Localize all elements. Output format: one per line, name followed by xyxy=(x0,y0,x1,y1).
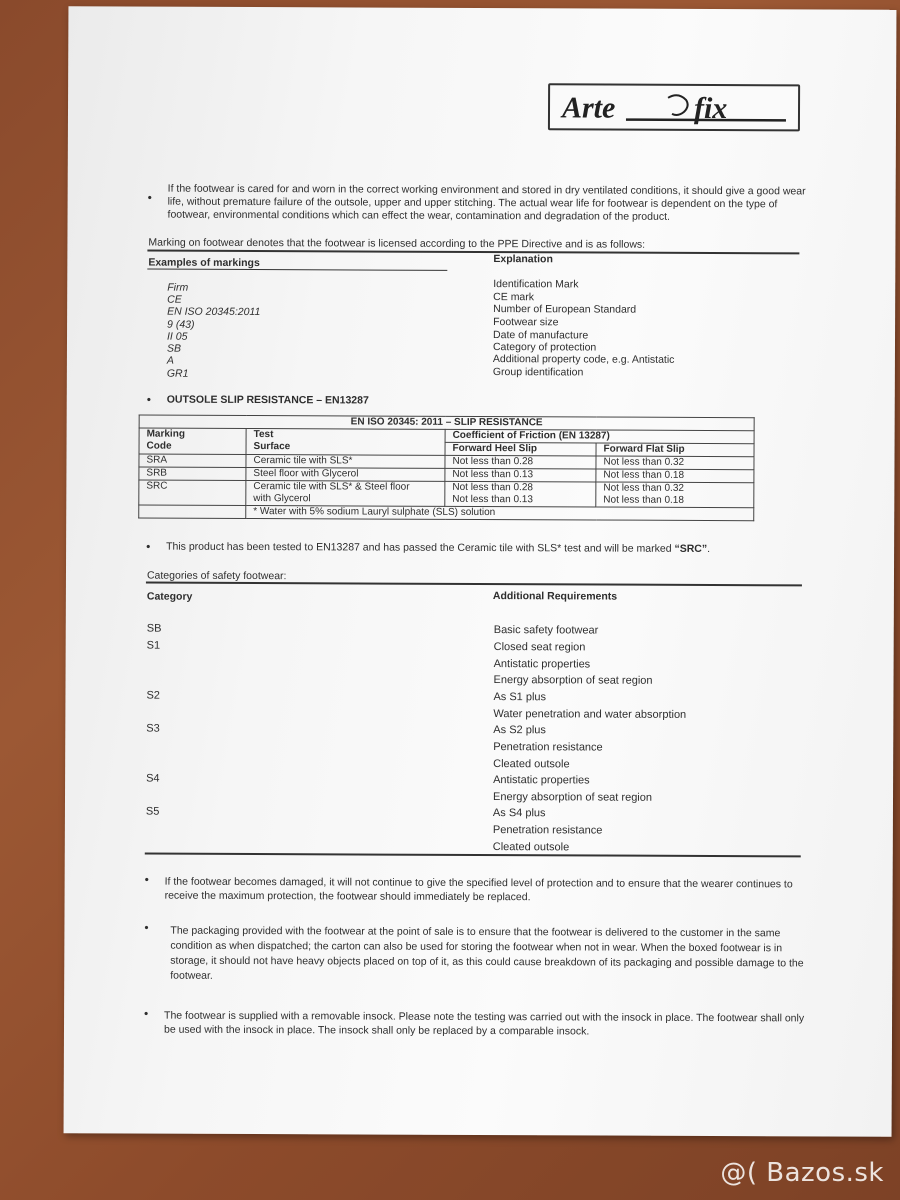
divider xyxy=(147,269,447,271)
document-page xyxy=(64,6,897,1137)
row-code: SRA xyxy=(139,454,246,467)
category-requirement: Cleated outsole xyxy=(493,758,570,771)
divider xyxy=(145,853,801,858)
category-code: SB xyxy=(146,622,162,635)
category-requirement: Water penetration and water absorption xyxy=(493,708,687,721)
category-code: S2 xyxy=(146,689,160,702)
row-surface xyxy=(246,480,445,506)
row-heel-line: Not less than 0.13 xyxy=(452,493,533,506)
category-requirement: Closed seat region xyxy=(493,641,586,654)
row-flat xyxy=(596,482,754,508)
bullet-icon: • xyxy=(144,1006,149,1021)
tested-statement xyxy=(166,541,710,555)
row-flat-line: Not less than 0.18 xyxy=(603,494,684,506)
category-requirement: Antistatic properties xyxy=(493,774,590,787)
marking-example: Firm xyxy=(167,281,189,294)
categories-col1-header: Category xyxy=(146,590,193,603)
intro-paragraph: If the footwear is cared for and worn in the correct working environment and stored in dry ventilated conditions, it should give a good wear life, without premature failure of the outsole, upper and upper stitching. The actual wear life for footwear is dependent on the type of footwear, environmental conditions which can effect the wear, contamination and degradation of the product. xyxy=(167,182,806,223)
col-header-test xyxy=(246,428,445,455)
bullet-icon: • xyxy=(144,920,149,935)
marking-explanation: Group identification xyxy=(492,366,584,379)
header-flat-slip: Forward Flat Slip xyxy=(596,443,754,457)
category-requirement: Basic safety footwear xyxy=(493,624,599,637)
divider xyxy=(146,582,802,587)
category-requirement: As S1 plus xyxy=(493,691,547,704)
marking-explanation: Number of European Standard xyxy=(493,303,637,316)
row-surface: Ceramic tile with SLS* xyxy=(246,454,445,468)
marking-explanation: Additional property code, e.g. Antistatic xyxy=(492,353,675,366)
category-requirement: As S4 plus xyxy=(492,807,546,820)
header-surface: Surface xyxy=(253,441,291,453)
category-code: S4 xyxy=(146,772,160,785)
category-requirement: Energy absorption of seat region xyxy=(493,674,653,687)
artefix-logo-mark xyxy=(556,89,792,126)
marking-example: CE xyxy=(167,293,182,306)
row-flat: Not less than 0.32 xyxy=(596,456,754,470)
row-surface-line: with Glycerol xyxy=(253,493,311,505)
category-code: S1 xyxy=(146,639,161,652)
category-requirement: Cleated outsole xyxy=(492,841,570,854)
slip-table-title: EN ISO 20345: 2011 – SLIP RESISTANCE xyxy=(139,415,754,431)
bullet-icon: • xyxy=(146,392,151,407)
marking-example: SB xyxy=(166,342,182,355)
category-code: S3 xyxy=(146,722,160,735)
categories-col2-header: Additional Requirements xyxy=(492,590,618,603)
row-code: SRC xyxy=(139,480,246,505)
category-requirement: As S2 plus xyxy=(493,724,546,737)
packaging-paragraph: The packaging provided with the footwear at the point of sale is to ensure that the footwear is delivered to the customer in the same condition as when dispatched; the carton can also be used for storing the footwear when not in wear. When the boxed footwear is in storage, it should not have heavy objects placed on top of it, as this could cause breakdown of its packaging and possible damage to the footwear. xyxy=(170,924,804,982)
header-code: Code xyxy=(146,440,172,452)
svg-text:Arte: Arte xyxy=(561,90,616,125)
footnote-empty-cell xyxy=(139,505,246,518)
artefix-logo xyxy=(548,83,800,131)
header-marking: Marking xyxy=(146,428,185,440)
bazos-watermark: @( Bazos.sk xyxy=(720,1158,884,1188)
slip-resistance-table xyxy=(138,415,754,522)
category-requirement: Energy absorption of seat region xyxy=(492,791,653,804)
marking-explanation: Date of manufacture xyxy=(493,329,589,342)
divider xyxy=(147,250,799,255)
marking-explanation: Category of protection xyxy=(492,341,597,354)
svg-text:fix: fix xyxy=(693,91,728,125)
marking-example: II 05 xyxy=(166,330,188,343)
markings-col2-header: Explanation xyxy=(493,253,553,266)
category-requirement: Antistatic properties xyxy=(493,658,591,671)
row-flat: Not less than 0.18 xyxy=(596,469,754,483)
row-code: SRB xyxy=(139,467,246,480)
tested-end: . xyxy=(707,542,711,556)
categories-intro: Categories of safety footwear: xyxy=(146,569,287,583)
slip-heading: OUTSOLE SLIP RESISTANCE – EN13287 xyxy=(166,393,369,407)
marking-example: EN ISO 20345:2011 xyxy=(167,305,261,319)
row-heel xyxy=(445,481,596,507)
row-heel-line: Not less than 0.28 xyxy=(452,481,533,494)
insock-paragraph: The footwear is supplied with a removable insock. Please note the testing was carried out with the insock in place. The footwear shall only be used with the insock in place. The insock shall only be replaced by a comparable insock. xyxy=(163,1009,805,1038)
row-flat-line: Not less than 0.32 xyxy=(603,482,684,494)
marking-explanation: Footwear size xyxy=(493,316,559,329)
tested-text: This product has been tested to EN13287 and has passed the Ceramic tile with SLS* test and will be marked xyxy=(166,540,675,555)
marking-example: GR1 xyxy=(166,367,189,380)
marking-explanation: Identification Mark xyxy=(493,278,579,291)
row-surface-line: Ceramic tile with SLS* & Steel floor xyxy=(253,481,410,493)
row-heel: Not less than 0.13 xyxy=(445,468,596,482)
table-row xyxy=(139,480,754,508)
header-coefficient: Coefficient of Friction (EN 13287) xyxy=(445,429,754,443)
category-requirement: Penetration resistance xyxy=(492,824,603,837)
bullet-icon: • xyxy=(147,190,152,205)
col-header-marking xyxy=(139,428,246,454)
category-requirement: Penetration resistance xyxy=(493,741,603,754)
row-heel: Not less than 0.28 xyxy=(445,455,596,469)
bullet-icon: • xyxy=(146,539,151,554)
header-test: Test xyxy=(253,429,274,441)
marking-example: A xyxy=(166,354,174,367)
category-code: S5 xyxy=(145,805,160,818)
damage-paragraph: If the footwear becomes damaged, it will not continue to give the specified level of protection and to ensure that the wearer continues to receive the maximum protection, the footwear should immediately be replaced. xyxy=(164,875,793,904)
src-mark: “SRC” xyxy=(674,542,708,555)
marking-intro: Marking on footwear denotes that the footwear is licensed according to the PPE Directive and is as follows: xyxy=(148,236,646,251)
markings-col1-header: Examples of markings xyxy=(148,256,260,270)
marking-explanation: CE mark xyxy=(493,291,535,304)
bullet-icon: • xyxy=(144,872,149,887)
marking-example: 9 (43) xyxy=(167,318,195,331)
header-heel-slip: Forward Heel Slip xyxy=(445,442,596,456)
row-surface: Steel floor with Glycerol xyxy=(246,467,445,481)
slip-table-footnote: * Water with 5% sodium Lauryl sulphate (SLS) solution xyxy=(246,505,754,520)
